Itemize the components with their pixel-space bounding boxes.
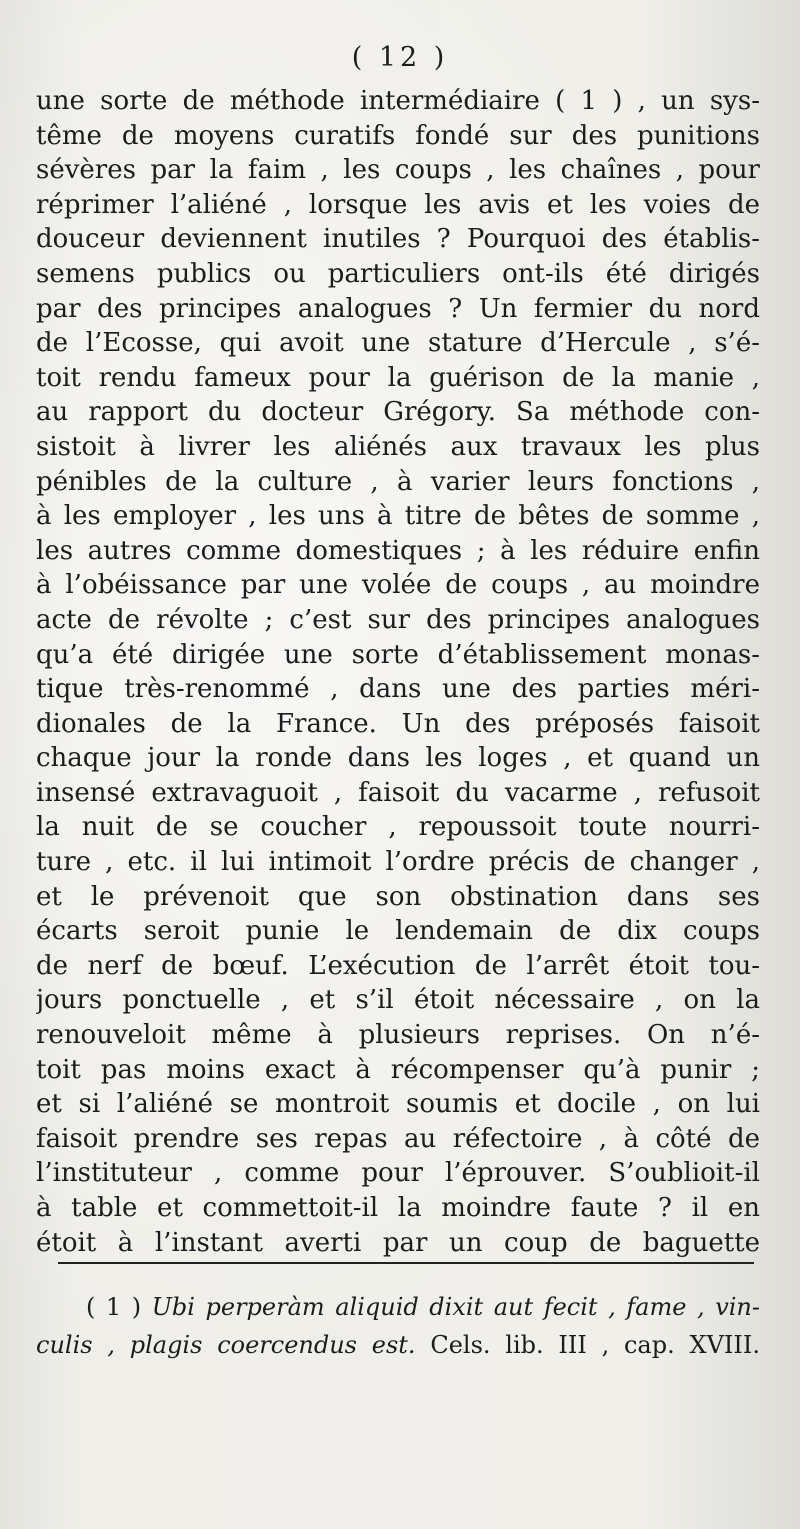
text-line: ture , etc. il lui intimoit l’ordre précis de changer ,	[36, 847, 760, 878]
text-line: les autres comme domestiques ; à les réduire enfin	[36, 535, 760, 566]
text-line: et si l’aliéné se montroit soumis et docile , on lui	[36, 1089, 760, 1120]
text-line: écarts seroit punie le lendemain de dix coups	[36, 916, 760, 947]
text-line: tique très-renommé , dans une des parties méri-	[36, 674, 760, 705]
text-line: la nuit de se coucher , repoussoit toute nourri-	[36, 812, 760, 843]
text-line: douceur deviennent inutiles ? Pourquoi des établis-	[36, 224, 760, 255]
text-line: acte de révolte ; c’est sur des principes analogues	[36, 604, 760, 635]
footnote-rule	[58, 1262, 754, 1264]
text-line: et le prévenoit que son obstination dans ses	[36, 881, 760, 912]
text-line: chaque jour la ronde dans les loges , et quand un	[36, 743, 760, 774]
footnote-marker: ( 1 )	[86, 1293, 142, 1321]
text-line: insensé extravaguoit , faisoit du vacarme , refusoit	[36, 777, 760, 808]
text-line: tême de moyens curatifs fondé sur des punitions	[36, 120, 760, 151]
text-line: toit rendu fameux pour la guérison de la manie ,	[36, 362, 760, 393]
page-number: ( 12 )	[351, 42, 449, 73]
text-line: qu’a été dirigée une sorte d’établissement monas-	[36, 639, 760, 670]
text-line: toit pas moins exact à récompenser qu’à punir ;	[36, 1054, 760, 1085]
text-line: une sorte de méthode intermédiaire ( 1 ) , un sys-	[36, 86, 760, 116]
text-line: l’instituteur , comme pour l’éprouver. S’oublioit-il	[36, 1158, 760, 1189]
text-line: sévères par la faim , les coups , les chaînes , pour	[36, 155, 760, 186]
footnote-quote: Ubi perperàm aliquid dixit aut fecit , fame , vin-	[151, 1293, 760, 1321]
footnote-citation: Cels. lib. III , cap. XVIII.	[430, 1331, 760, 1359]
text-line: sistoit à livrer les aliénés aux travaux les plus	[36, 431, 760, 462]
text-line: dionales de la France. Un des préposés faisoit	[36, 708, 760, 739]
footnote-line	[36, 1288, 760, 1326]
text-line: étoit à l’instant averti par un coup de baguette	[36, 1227, 760, 1258]
body-text	[36, 84, 760, 1260]
text-line: réprimer l’aliéné , lorsque les avis et les voies de	[36, 189, 760, 220]
text-line: semens publics ou particuliers ont-ils été dirigés	[36, 258, 760, 289]
text-line: à les employer , les uns à titre de bêtes de somme ,	[36, 501, 760, 532]
text-line: par des principes analogues ? Un fermier du nord	[36, 293, 760, 324]
text-line: jours ponctuelle , et s’il étoit nécessaire , on la	[36, 985, 760, 1016]
text-line: au rapport du docteur Grégory. Sa méthode con-	[36, 397, 760, 428]
text-line: de nerf de bœuf. L’exécution de l’arrêt étoit tou-	[36, 950, 760, 981]
footnote-line	[36, 1326, 760, 1364]
footnote	[36, 1288, 760, 1364]
text-line: pénibles de la culture , à varier leurs fonctions ,	[36, 466, 760, 497]
footnote-quote-cont: culis , plagis coercendus est.	[36, 1331, 416, 1359]
text-line: renouveloit même à plusieurs reprises. On n’é-	[36, 1020, 760, 1051]
text-line: à l’obéissance par une volée de coups , au moindre	[36, 570, 760, 601]
text-line: à table et commettoit-il la moindre faute ? il en	[36, 1193, 760, 1223]
text-line: faisoit prendre ses repas au réfectoire , à côté de	[36, 1123, 760, 1154]
text-line: de l’Ecosse, qui avoit une stature d’Hercule , s’é-	[36, 328, 760, 359]
